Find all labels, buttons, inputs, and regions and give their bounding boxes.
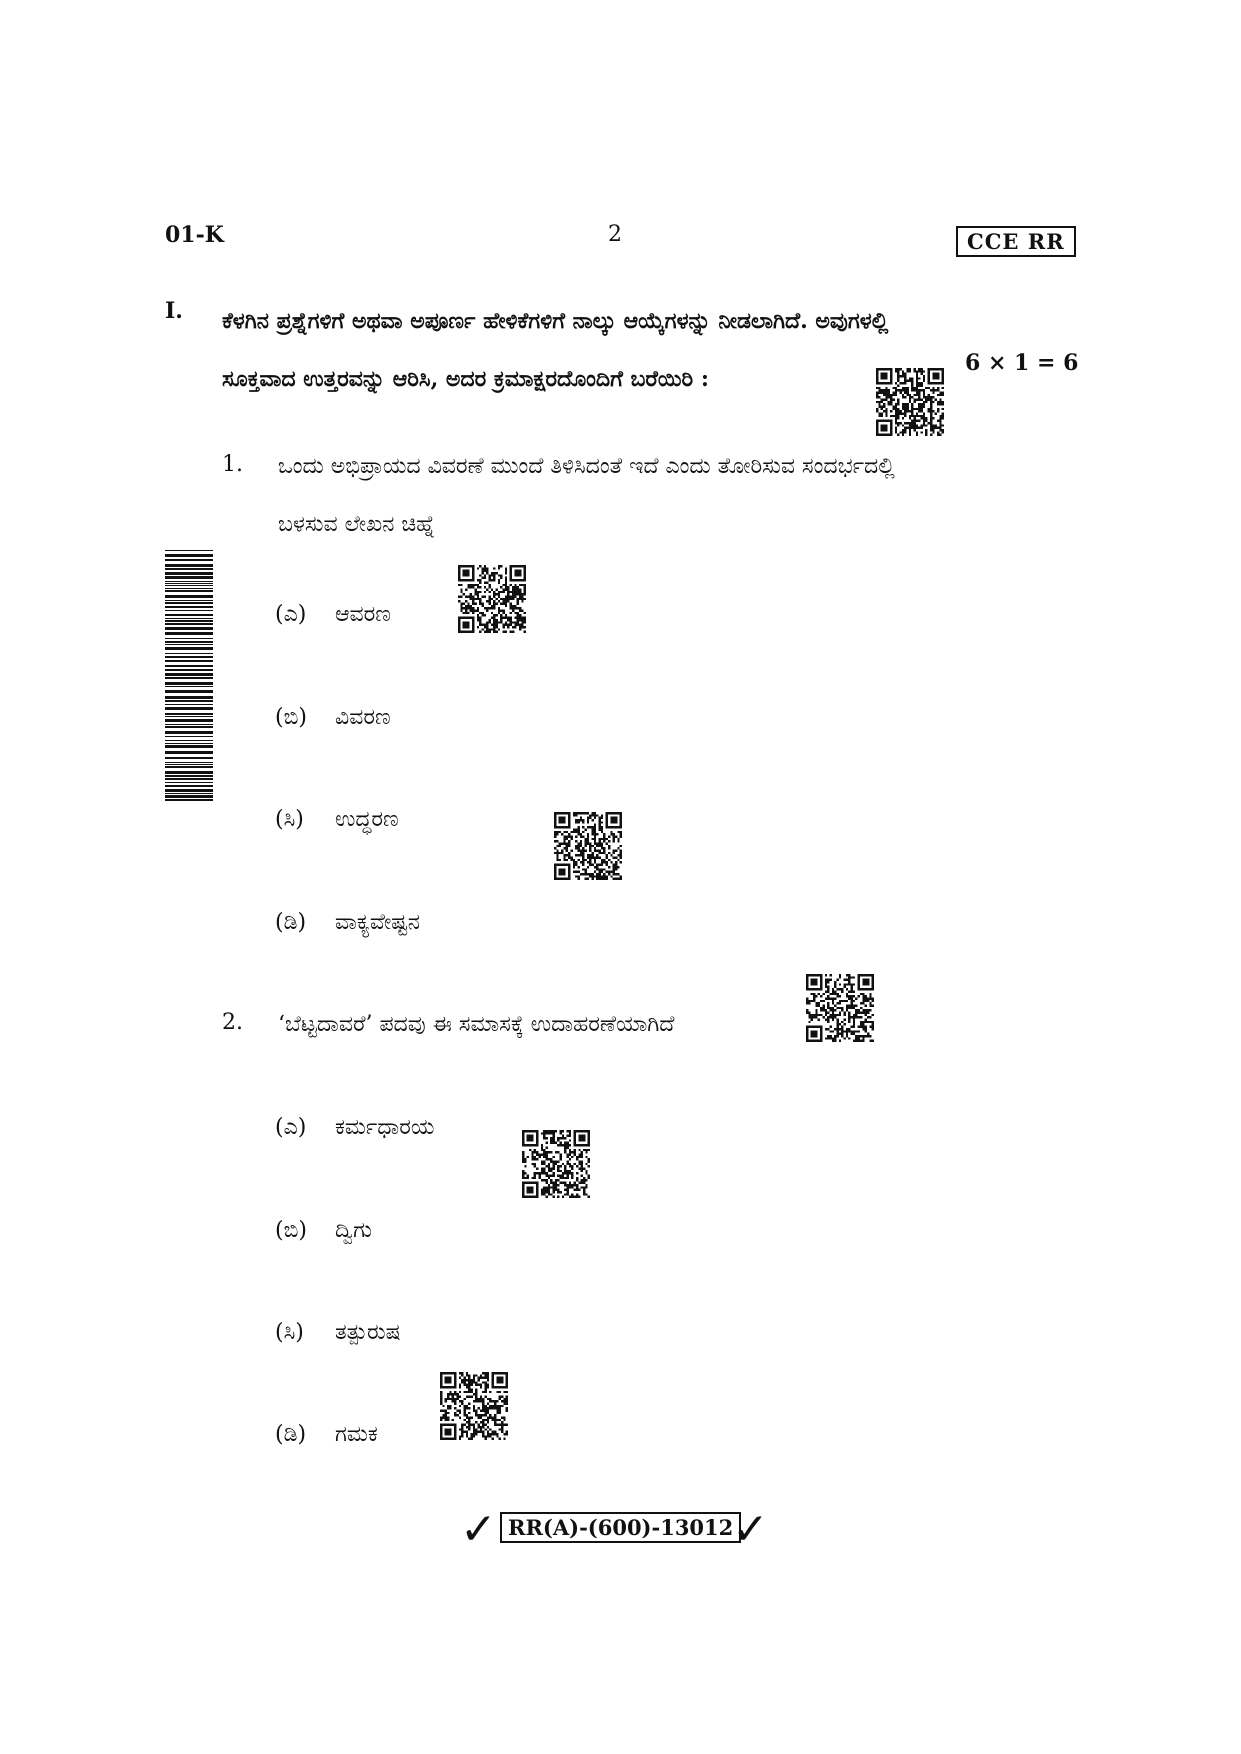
qr-code-image: [522, 1130, 590, 1198]
section-instruction: [222, 292, 1082, 408]
option-b: [275, 1218, 372, 1243]
page-number: 2: [608, 222, 622, 247]
option-label: (ಬಿ): [275, 1218, 307, 1243]
qr-code-image: [440, 1372, 508, 1440]
option-text: ದ್ವಿಗು: [335, 1218, 373, 1243]
option-label: (ಬಿ): [275, 705, 307, 730]
qr-code-image: [554, 812, 622, 880]
question-number: 1.: [222, 452, 243, 477]
footer: [460, 1500, 780, 1560]
question-text: [278, 996, 838, 1054]
question-number: 2.: [222, 1010, 243, 1035]
question-text: [278, 438, 1088, 554]
option-d: [275, 1422, 378, 1447]
option-a: [275, 1115, 434, 1140]
option-c: [275, 1320, 401, 1345]
check-mark-icon: ✓: [732, 1504, 769, 1555]
paper-code: 01-K: [165, 222, 224, 248]
option-text: ಉದ್ಧರಣ: [335, 807, 399, 832]
marks-scheme: 6 × 1 = 6: [965, 350, 1079, 376]
instruction-line-1: ಕೆಳಗಿನ ಪ್ರಶ್ನೆಗಳಿಗೆ ಅಥವಾ ಅಪೂರ್ಣ ಹೇಳಿಕೆಗಳಿಗೆ ನಾಲ್ಕು ಆಯ್ಕೆಗಳನ್ನು ನೀಡಲಾಗಿದೆ. ಅವುಗಳಲ್ಲಿ: [222, 308, 889, 334]
option-label: (ಎ): [275, 602, 307, 627]
option-label: (ಡಿ): [275, 910, 307, 935]
check-mark-icon: ✓: [460, 1504, 497, 1555]
option-label: (ಡಿ): [275, 1422, 307, 1447]
barcode-image: [165, 550, 213, 802]
option-a: [275, 602, 391, 627]
option-c: [275, 807, 399, 832]
option-text: ಕರ್ಮಧಾರಯ: [335, 1115, 435, 1140]
option-text: ಆವರಣ: [335, 602, 391, 627]
question-text-line-1: ‘ಬೆಟ್ಟದಾವರೆ’ ಪದವು ಈ ಸಮಾಸಕ್ಕೆ ಉದಾಹರಣೆಯಾಗಿದೆ: [278, 1012, 675, 1037]
series-box: CCE RR: [956, 226, 1076, 257]
qr-code-image: [458, 565, 526, 633]
option-text: ವಾಕ್ಯವೇಷ್ಟನ: [335, 910, 420, 935]
option-text: ತತ್ಪುರುಷ: [335, 1320, 401, 1345]
footer-code: RR(A)-(600)-13012: [500, 1512, 741, 1543]
option-d: [275, 910, 420, 935]
instruction-line-2: ಸೂಕ್ತವಾದ ಉತ್ತರವನ್ನು ಆರಿಸಿ, ಅದರ ಕ್ರಮಾಕ್ಷರದೊಂದಿಗೆ ಬರೆಯಿರಿ :: [222, 366, 709, 392]
option-text: ವಿವರಣ: [335, 705, 391, 730]
option-b: [275, 705, 391, 730]
question-text-line-2: ಬಳಸುವ ಲೇಖನ ಚಿಹ್ನೆ: [278, 512, 436, 537]
option-label: (ಸಿ): [275, 807, 304, 832]
option-label: (ಸಿ): [275, 1320, 304, 1345]
option-text: ಗಮಕ: [335, 1422, 378, 1447]
section-number: I.: [165, 298, 183, 324]
question-text-line-1: ಒಂದು ಅಭಿಪ್ರಾಯದ ವಿವರಣೆ ಮುಂದೆ ತಿಳಿಸಿದಂತೆ ಇದೆ ಎಂದು ತೋರಿಸುವ ಸಂದರ್ಭದಲ್ಲಿ: [278, 454, 895, 479]
option-label: (ಎ): [275, 1115, 307, 1140]
qr-code-image: [876, 368, 944, 436]
